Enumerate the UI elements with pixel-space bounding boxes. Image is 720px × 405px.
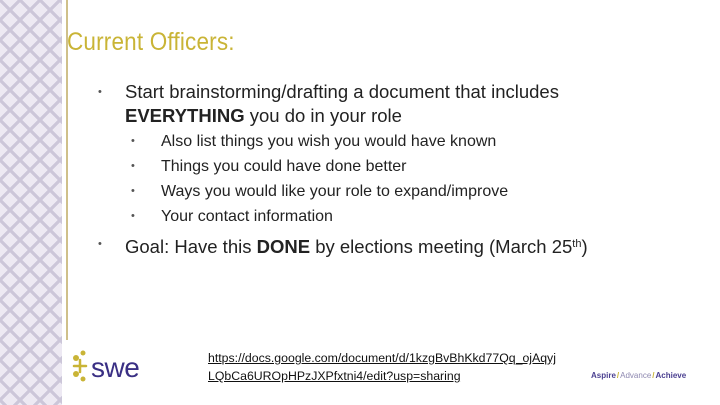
- sub-bullet-4: [131, 204, 333, 229]
- decorative-pattern-strip: [0, 0, 62, 405]
- sub-bullet-3: [131, 179, 509, 204]
- sub-bullet-text: Your contact information: [161, 208, 333, 225]
- bullet-dot: •: [131, 185, 135, 197]
- bullet-text-post: by elections meeting (March 25: [310, 236, 573, 257]
- tagline-achieve: Achieve: [655, 371, 687, 380]
- tagline-advance: Advance: [620, 371, 652, 380]
- bullet-text-pre: Start brainstorming/drafting a document that includes: [125, 81, 559, 102]
- bullet-dot: •: [131, 135, 135, 147]
- bullet-dot: •: [131, 210, 135, 222]
- bullet-text-bold: EVERYTHING: [125, 105, 245, 126]
- bullet-goal: [98, 232, 685, 259]
- bullet-text-post: you do in your role: [244, 105, 402, 126]
- slide-title: Current Officers:: [67, 28, 235, 56]
- tagline: Aspire/Advance/Achieve: [591, 371, 687, 380]
- bullet-dot: •: [98, 86, 102, 98]
- logo-star-icon: [73, 351, 86, 382]
- bullet-superscript: th: [572, 238, 582, 250]
- sub-bullet-1: [131, 129, 497, 154]
- sub-bullet-text: Ways you would like your role to expand/improve: [161, 183, 509, 200]
- bullet-text-pre: Goal: Have this: [125, 236, 257, 257]
- bullet-text-end: ): [581, 236, 588, 257]
- bullet-brainstorm: [98, 80, 645, 128]
- bullet-text-bold: DONE: [256, 236, 311, 257]
- swe-logo-text: swe: [91, 352, 140, 383]
- tagline-aspire: Aspire: [591, 371, 616, 380]
- sub-bullet-text: Things you could have done better: [161, 158, 407, 175]
- bullet-dot: •: [131, 160, 135, 172]
- sub-bullet-text: Also list things you wish you would have known: [161, 133, 497, 150]
- bullet-dot: •: [98, 238, 102, 250]
- sub-bullet-2: [131, 154, 407, 179]
- google-doc-link[interactable]: https://docs.google.com/document/d/1kzgBvBhKkd77Qq_ojAqyjLQbCa6UROpHPzJXPfxtni4/edit?usp=sharing: [208, 351, 556, 383]
